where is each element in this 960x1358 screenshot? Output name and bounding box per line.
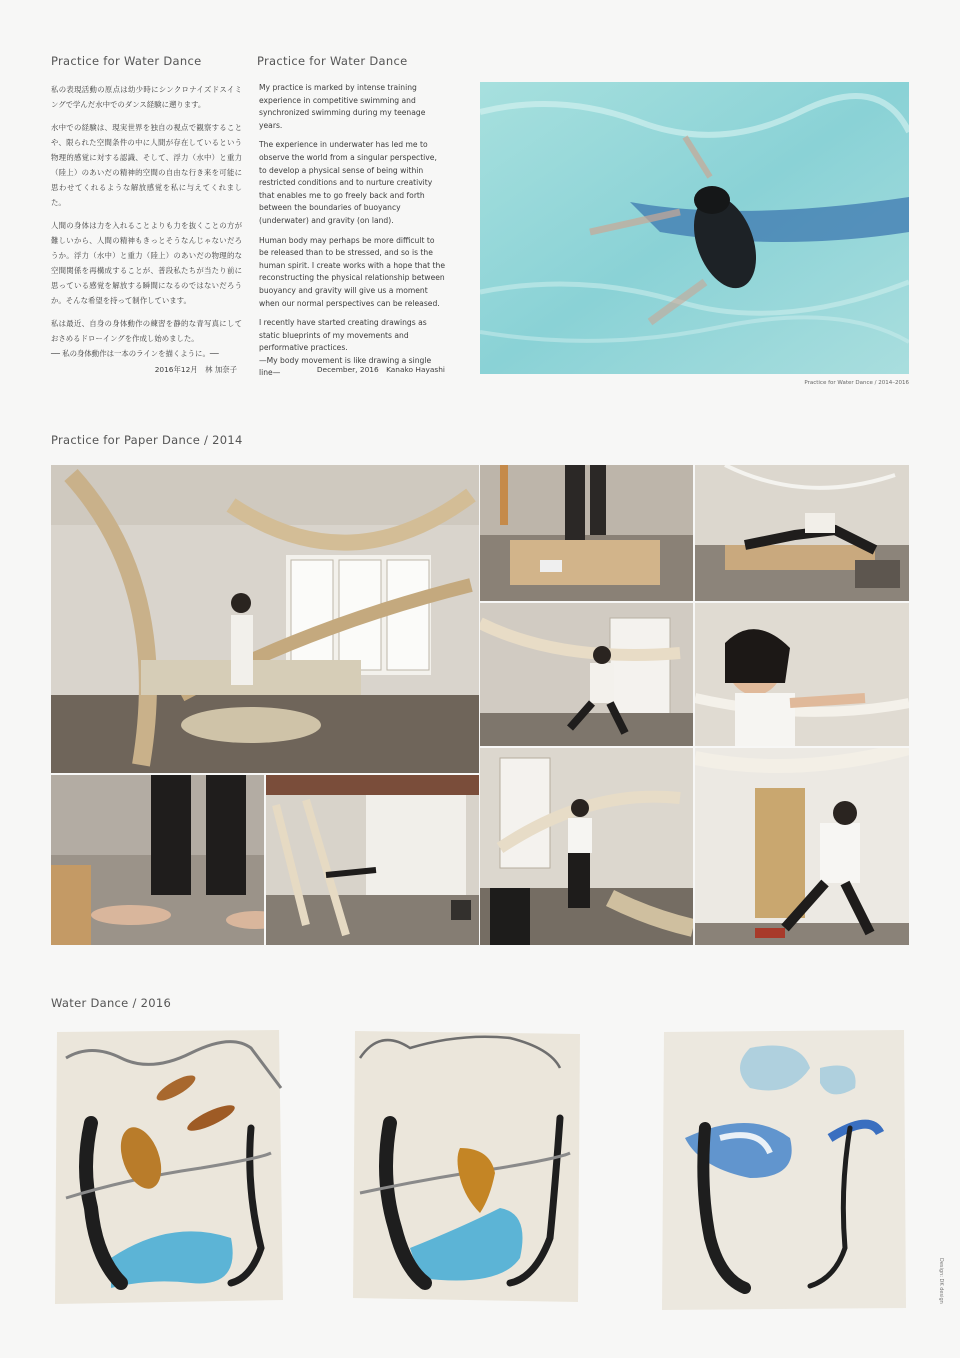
water-dance-drawing-3: [660, 1028, 908, 1312]
studio-standing-photo: [480, 748, 693, 945]
drawing-section-title: Water Dance / 2016: [51, 996, 172, 1010]
en-section-title: Practice for Water Dance: [257, 54, 408, 68]
en-paragraph-1: My practice is marked by intense training experience in competitive swimming and synchronized swimming during my teenage years.: [259, 83, 426, 130]
studio-reach-photo: [480, 603, 693, 746]
studio-portrait-photo: [695, 603, 909, 746]
jp-paragraph-5: ── 私の身体動作は一本のラインを描くように。──: [51, 349, 219, 358]
en-paragraph-5: —My body movement is like drawing a single line—: [259, 355, 432, 378]
jp-signature: 2016年12月 林 加奈子: [154, 365, 237, 374]
water-dance-drawing-2: [350, 1028, 584, 1306]
pool-photo-caption: Practice for Water Dance / 2014–2016: [804, 380, 909, 386]
studio-paper-photo-large: [51, 465, 479, 773]
paper-section-title: Practice for Paper Dance / 2014: [51, 433, 243, 447]
jp-section-title: Practice for Water Dance: [51, 54, 202, 68]
en-paragraph-4: I recently have started creating drawings as static blueprints of my movements and performative practices.: [259, 318, 427, 353]
jp-paragraph-1: 私の表現活動の原点は幼少時にシンクロナイズドスイミングで学んだ水中でのダンス経験に遡ります。: [51, 85, 242, 109]
water-dance-drawing-1: [51, 1028, 285, 1306]
studio-hall-photo: [266, 775, 479, 945]
jp-paragraph-4: 私は最近、自身の身体動作の練習を静的な青写真にしておさめるドローイングを作成し始めました。: [51, 319, 242, 343]
en-paragraph-3: Human body may perhaps be more difficult to be released than to be stressed, and so is the human spirit. I create works with a hope that the reconstructing the physical relationship between buoyancy and gravity will give us a moment when our normal perspectives can be released.: [259, 235, 445, 308]
japanese-statement: [51, 82, 242, 369]
studio-stretch-photo: [695, 465, 909, 601]
english-statement: [259, 82, 445, 387]
pool-swimmer-photo: [480, 82, 909, 374]
studio-bare-feet-photo: [51, 775, 264, 945]
design-credit: Design: DK design: [938, 1258, 944, 1304]
studio-lunge-photo: [695, 748, 909, 945]
en-signature: December, 2016 Kanako Hayashi: [316, 365, 445, 374]
studio-feet-photo: [480, 465, 693, 601]
en-paragraph-2: The experience in underwater has led me to observe the world from a singular perspective, to develop a physical sense of being within restricted conditions and to nurture creativity that enables me to go freely back and forth between the boundaries of buoyancy (underwater) and gravity (on land).: [259, 140, 437, 225]
jp-paragraph-2: 水中での経験は、現実世界を独自の視点で観察することや、限られた空間条件の中に人間が存在しているという物理的感覚に対する認識、そして、浮力（水中）と重力（陸上）のあいだの精神的空間の自由な行き来を可能に思わせてくれるような解放感覚を私に与えてくれました。: [51, 123, 242, 207]
jp-paragraph-3: 人間の身体は力を入れることよりも力を抜くことの方が難しいから、人間の精神もきっとそうなんじゃないだろうか。浮力（水中）と重力（陸上）のあいだの物理的な空間関係を再構成することが、普段私たちが当たり前に思っている感覚を解放する瞬間になるのではないだろうか。そんな希望を持って制作しています。: [51, 221, 242, 305]
